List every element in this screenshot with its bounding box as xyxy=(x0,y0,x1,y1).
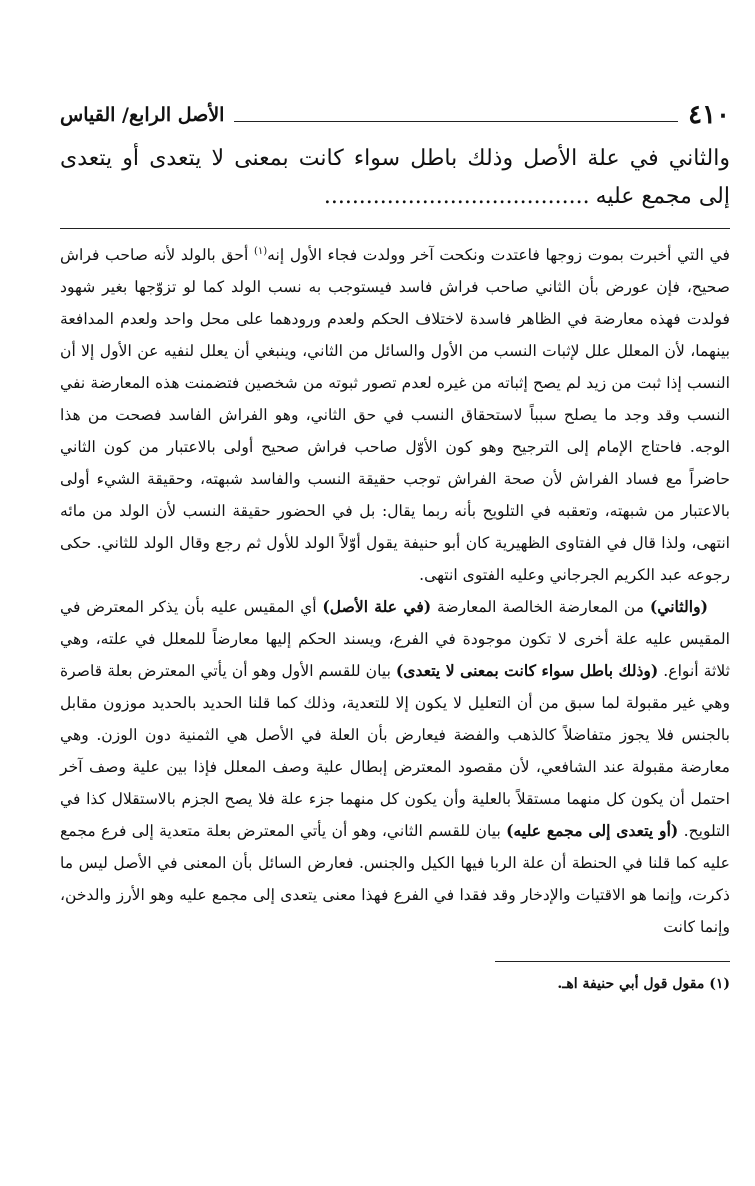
matn-dots: ...................................... xyxy=(323,184,590,209)
quoted-matn: (أو يتعدى إلى مجمع عليه) xyxy=(506,821,679,840)
matn-text xyxy=(60,140,730,216)
commentary-paragraph-2: (والثاني) من المعارضة الخالصة المعارضة (في علة الأصل) أي المقيس عليه بأن يذكر المعترض في المقيس عليه علة أخرى لا تكون موجودة في الفرع، ويسند الحكم إليها معارضاً للمعلل في علته، وهي ثلاثة أنواع. (وذلك باطل سواء كانت بمعنى لا يتعدى) بيان للقسم الأول وهو أن يأتي المعترض بعلة قاصرة وهي غير مقبولة لما سبق من أن التعليل لا يكون إلا للتعدية، وذلك كما قلنا الحديد بالحديد موزون مقابل بالجنس فلا يجوز متفاضلاً كالذهب والفضة فيعارض بأن العلة في الأصل هي الثمنية دون الوزن. وهي معارضة مقبولة عند الشافعي، لأن مقصود المعترض إبطال علية وصف المعلل فإذا بين علية وصف آخر احتمل أن يكون كل منهما مستقلاً بالعلية وأن يكون كل منهما جزء علة فلا يصح الجزم بالاستقلال كذا في التلويح. (أو يتعدى إلى مجمع عليه) بيان للقسم الثاني، وهو أن يأتي المعترض بعلة متعدية إلى فرع مجمع عليه كما قلنا في الحنطة أن علة الربا فيها الكيل والجنس. فعارض السائل بأن المعنى في الأصل ليس ما ذكرت، وإنما هو الاقتيات والإدخار وقد فقدا في الفرع فهذا معنى يتعدى إلى مجمع عليه وهو الأرز والدخن، وإنما كانت xyxy=(60,597,731,936)
header-rule xyxy=(234,121,678,122)
commentary xyxy=(60,239,730,943)
page-header xyxy=(60,96,730,130)
quoted-matn: (والثاني) xyxy=(649,597,708,616)
running-title: الأصل الرابع/ القياس xyxy=(60,104,225,126)
book-page xyxy=(60,96,730,996)
footnote-reference[interactable]: (١) xyxy=(253,245,268,257)
commentary-paragraph-1: في التي أخبرت بموت زوجها فاعتدت ونكحت آخر وولدت فجاء الأول إنه$^{(١)}$ أحق بالولد لأنه صاحب فراش صحيح، فإن عورض بأن الثاني صاحب فراش فاسد فيستوجب به نسب الولد كما لو تزوّجها بغير شهود فولدت فهذه معارضة في الظاهر فاسدة لاختلاف الحكم ولعدم ورودهما على محل واحد ولعدم المدافعة بينهما، لأن المعلل علل لإثبات النسب من الأول والسائل من الثاني، وينبغي أن يعلل لنفيه عن الأول إلا أن النسب إذا ثبت من زيد لم يصح إثباته من غيره لعدم تصور ثبوته من شخصين فتضمنت هذه المعارضة نفي النسب وقد وجد ما يصلح سبباً لاستحقاق النسب في حق الثاني، وهو الفراش الفاسد فصحت من هذا الوجه. فاحتاج الإمام إلى الترجيح وهو كون الأوّل صاحب فراش صحيح أولى بالاعتبار من كون الثاني حاضراً مع فساد الفراش لأن صحة الفراش توجب حقيقة النسب والفاسد شبهته، وحقيقة الشيء أولى بالاعتبار من شبهته، وتعقبه في التلويح بأنه ربما يقال: بل في الحضور حقيقة النسب لأن الولد من مائه انتهى، ولذا قال في الفتاوى الظهيرية كان أبو حنيفة يقول أوّلاً الولد للأول ثم رجع وقال الولد للثاني. حكى رجوعه عبد الكريم الجرجاني وعليه الفتوى انتهى. xyxy=(60,245,731,584)
matn-divider xyxy=(60,228,730,229)
page-number: ٤١٠ xyxy=(688,100,730,130)
quoted-matn: (في علة الأصل) xyxy=(322,597,432,616)
footnote: (١) مقول قول أبي حنيفة اهـ. xyxy=(557,976,730,992)
footnote-divider xyxy=(495,961,730,962)
matn-body: والثاني في علة الأصل وذلك باطل سواء كانت بمعنى لا يتعدى أو يتعدى إلى مجمع عليه xyxy=(60,146,730,209)
quoted-matn: (وذلك باطل سواء كانت بمعنى لا يتعدى) xyxy=(395,661,659,680)
